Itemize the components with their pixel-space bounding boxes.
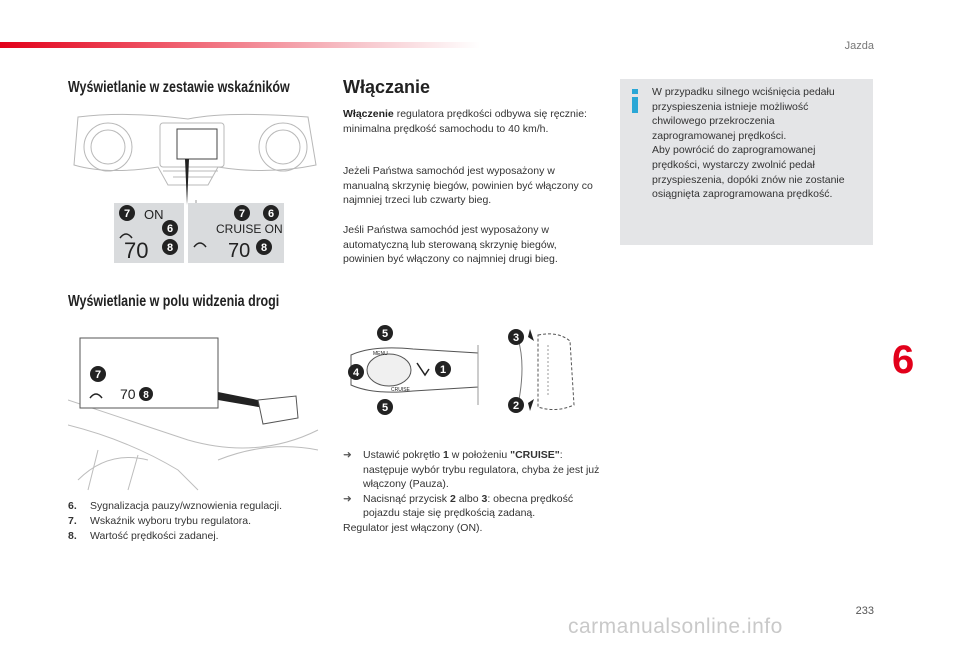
info-text: W przypadku silnego wciśnięcia pedału przyspieszenia istnieje możliwość chwilowego przekroczenia zaprogramowanej prędkości. Aby powrócić do zaprogramowanej prędkości, wystarczy zwolnić pedał przyspieszenia, dopóki znów nie zostanie osiągnięta zaprogramowana prędkość. <box>652 86 845 201</box>
svg-text:3: 3 <box>512 332 520 344</box>
header-accent-bar <box>0 42 480 48</box>
arrow-bullet-icon: ➜ <box>343 449 352 461</box>
cluster-left-status: ON <box>144 207 164 222</box>
step-2: ➜ Nacisnąć przycisk 2 albo 3: obecna prędkość pojazdu staje się prędkością zadaną. <box>343 492 574 519</box>
svg-text:6: 6 <box>267 208 275 220</box>
paragraph-activation: Włączenie regulatora prędkości odbywa się ręcznie: minimalna prędkość samochodu to 40 km/h. <box>343 108 587 135</box>
heading-activation: Włączanie <box>343 77 431 97</box>
svg-text:8: 8 <box>260 242 268 254</box>
svg-text:6: 6 <box>166 223 174 235</box>
svg-text:4: 4 <box>352 367 360 379</box>
hud-speed: 70 <box>120 386 136 402</box>
arrow-up-icon <box>528 329 534 341</box>
svg-text:2: 2 <box>512 400 520 412</box>
procedure-steps <box>343 448 608 535</box>
watermark: carmanualsonline.info <box>568 615 783 638</box>
svg-text:8: 8 <box>143 390 149 401</box>
heading-cluster-display: Wyświetlanie w zestawie wskaźników <box>68 79 290 96</box>
hud-illustration <box>68 330 324 492</box>
cluster-left-speed: 70 <box>124 238 149 263</box>
legend-item-6: 6. Sygnalizacja pauzy/wznowienia regulacji. <box>68 500 283 512</box>
callout-pointer <box>185 159 189 205</box>
svg-text:CRUISE: CRUISE <box>391 387 410 393</box>
arrow-down-icon <box>528 399 534 411</box>
info-box <box>620 79 873 245</box>
svg-text:7: 7 <box>238 208 246 220</box>
svg-text:8: 8 <box>166 242 174 254</box>
arrow-bullet-icon: ➜ <box>343 492 352 505</box>
section-title: Jazda <box>844 40 874 52</box>
heading-hud-display: Wyświetlanie w polu widzenia drogi <box>68 293 280 310</box>
cluster-left-panel <box>114 203 184 263</box>
callout-legend <box>68 499 282 544</box>
stalk-illustration-front <box>508 325 588 415</box>
svg-text:7: 7 <box>94 369 102 381</box>
step-1: ➜ Ustawić pokrętło 1 w położeniu "CRUISE": następuje wybór trybu regulatora, chyba że jest już włączony (Pauza). <box>343 449 600 490</box>
legend-item-7: 7. Wskaźnik wyboru trybu regulatora. <box>68 515 252 527</box>
info-icon <box>630 89 640 113</box>
svg-text:MENU: MENU <box>373 351 388 357</box>
svg-text:1: 1 <box>439 364 447 376</box>
cluster-right-speed: 70 <box>228 240 251 262</box>
page-number: 233 <box>855 605 874 617</box>
cluster-right-panel <box>188 203 284 263</box>
stalk-illustration-side <box>343 325 483 415</box>
chapter-number: 6 <box>892 338 915 382</box>
cluster-right-status: CRUISE ON <box>216 222 283 236</box>
svg-text:7: 7 <box>123 208 131 220</box>
final-status: Regulator jest włączony (ON). <box>343 521 483 534</box>
legend-item-8: 8. Wartość prędkości zadanej. <box>68 530 219 542</box>
paragraph-automatic-gearbox: Jeśli Państwa samochód jest wyposażony w automatyczną lub sterowaną skrzynię biegów, powinien być włączony co najmniej drugi bieg. <box>343 224 558 265</box>
svg-text:5: 5 <box>381 402 389 414</box>
svg-text:5: 5 <box>381 328 389 340</box>
paragraph-manual-gearbox: Jeżeli Państwa samochód jest wyposażony w manualną skrzynię biegów, powinien być włączony co najmniej trzeci lub czwarty bieg. <box>343 165 593 206</box>
